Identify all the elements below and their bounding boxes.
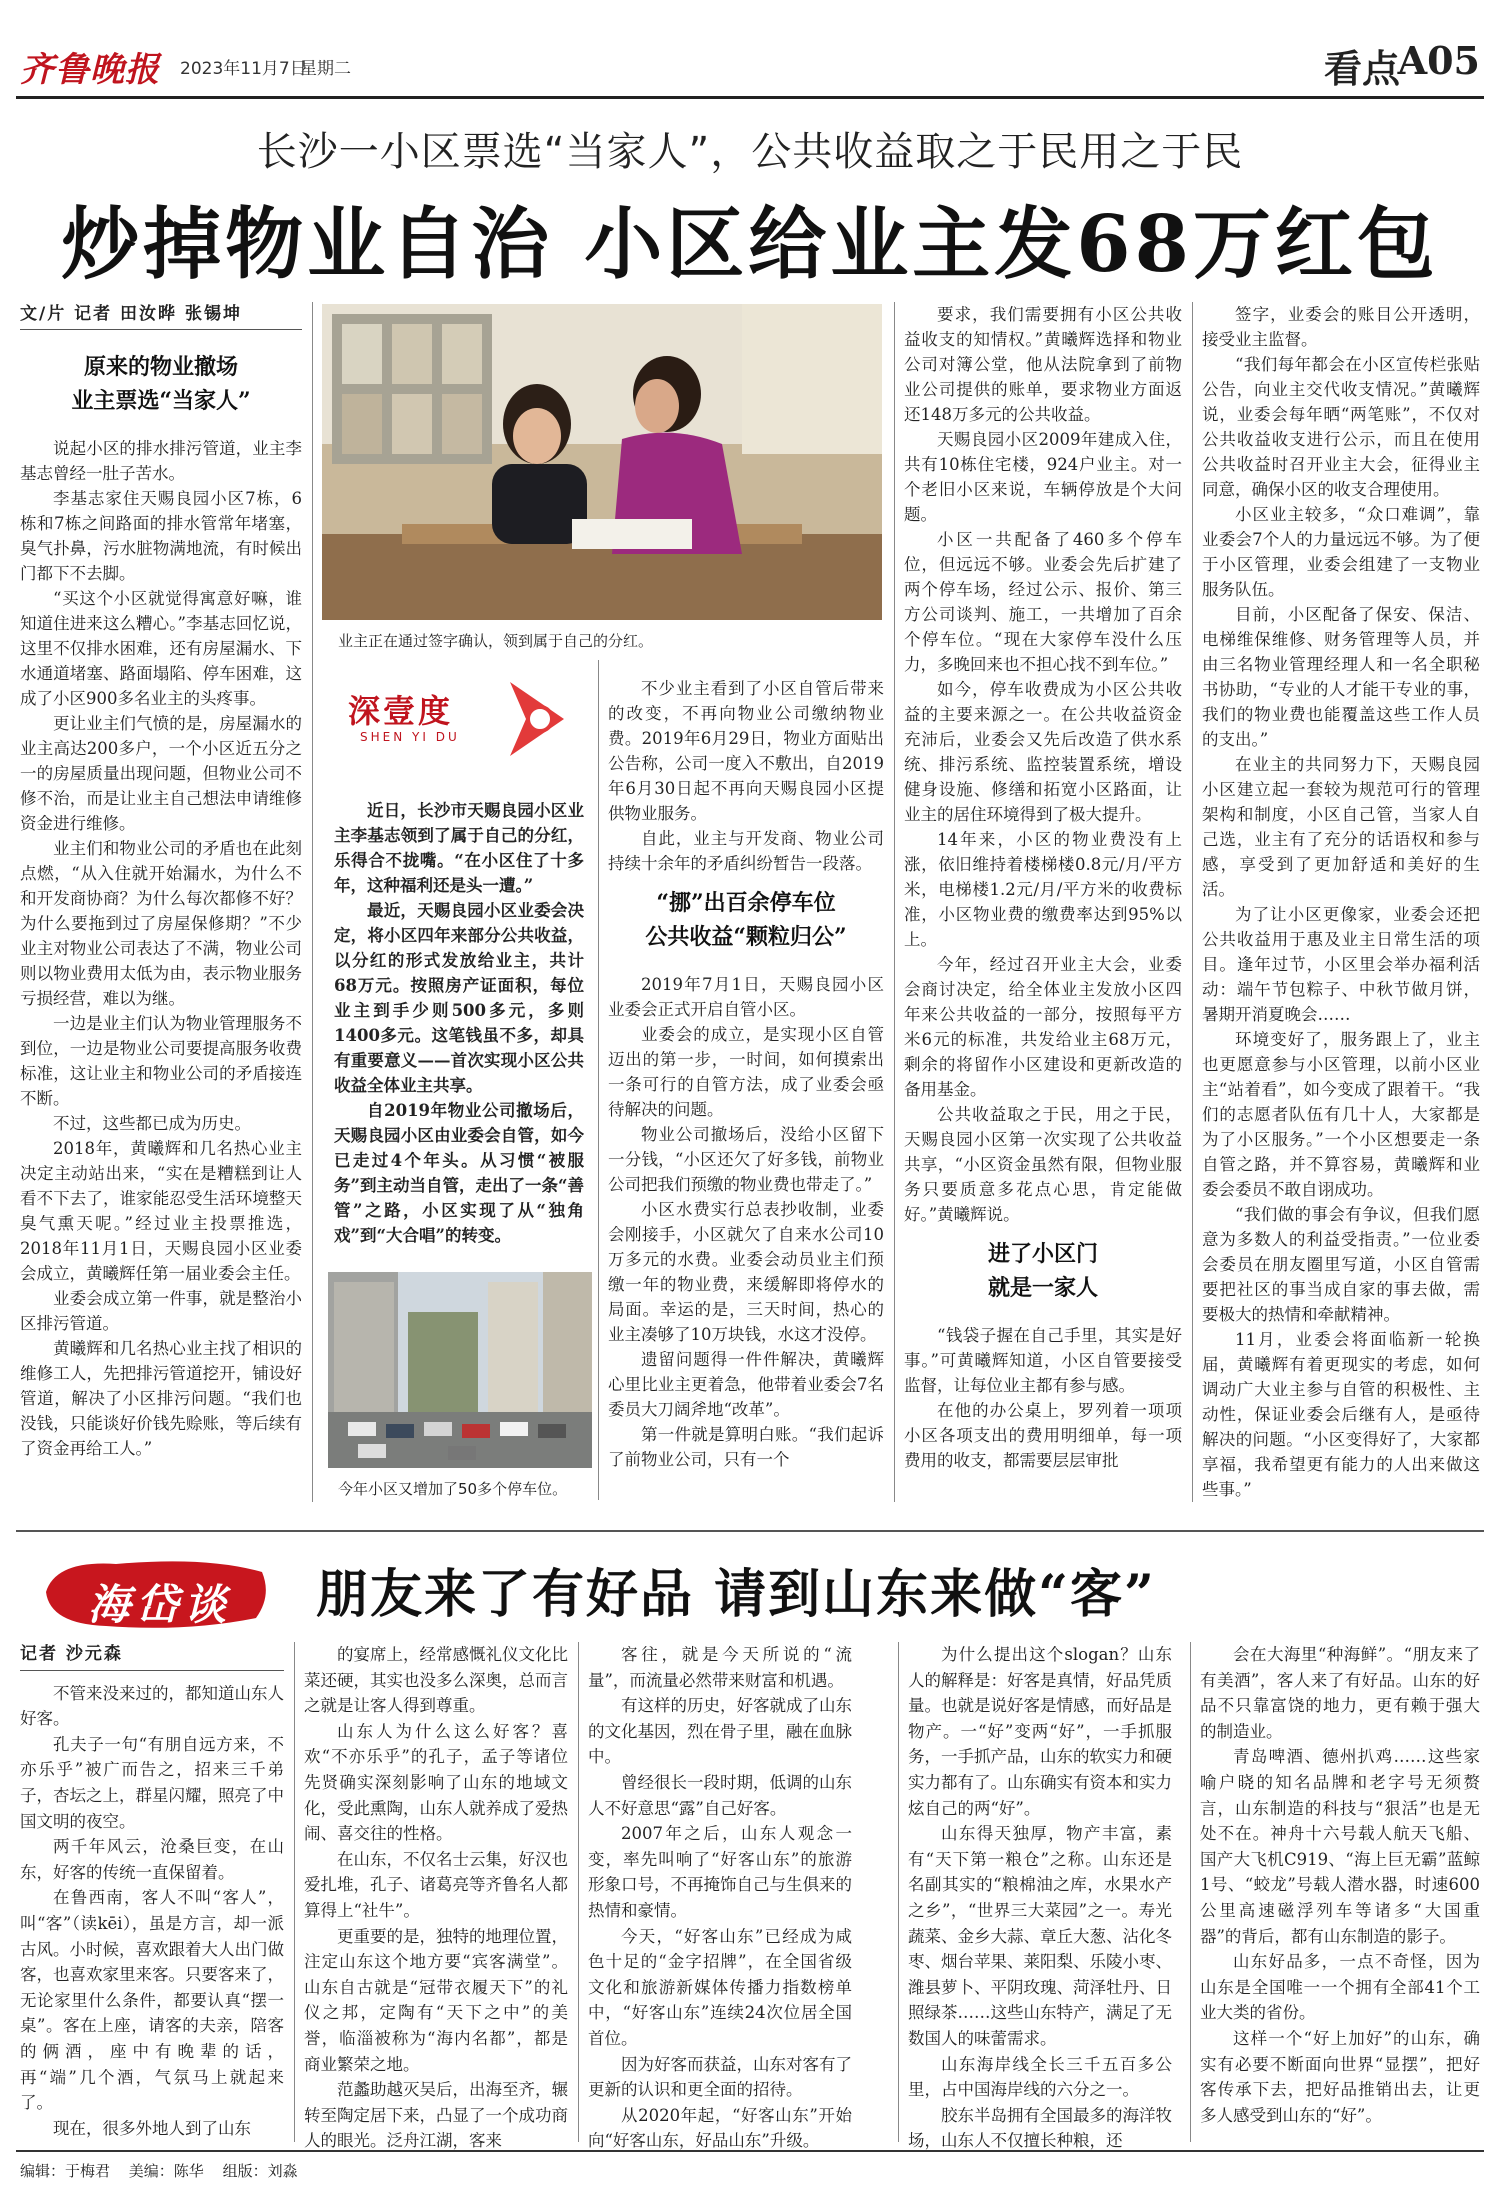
column-logo-text: 海岱谈 [88, 1580, 233, 1629]
paragraph: 更重要的是，独特的地理位置，注定山东这个地方要“宾客满堂”。山东自古就是“冠带衣履天下”的礼仪之邦，定陶有“天下之中”的美誉，临淄被称为“海内名都”，都是商业繁荣之地。 [304, 1926, 568, 2074]
paragraph: 在他的办公桌上，罗列着一项项小区各项支出的费用明细单，每一项费用的收支，都需要层层审批 [904, 1401, 1182, 1470]
footer-designer: 美编：陈华 [128, 2162, 204, 2180]
headline-main: 炒掉物业自治 小区给业主发68万红包 [61, 199, 1439, 290]
paragraph: 为了让小区更像家，业委会还把公共收益用于惠及业主日常生活的项目。逢年过节，小区里会举办福利活动：端午节包粽子、中秋节做月饼，暑期开消夏晚会…… [1202, 905, 1480, 1024]
paragraph: 为什么提出这个slogan？山东人的解释是：好客是真情，好品凭质量。也就是说好客是情感，而好品是物产。一“好”变两“好”，一手抓服务，一手抓产品，山东的软实力和硬实力都有了。山东确实有资本和实力炫自己的两“好”。 [908, 1645, 1172, 1818]
photo-signing-image [322, 304, 882, 620]
column-divider [598, 660, 599, 1500]
photo-signing [322, 304, 882, 620]
paragraph: 胶东半岛拥有全国最多的海洋牧场，山东人不仅擅长种粮，还 [908, 2105, 1172, 2151]
logo-text: 深壹度 [348, 692, 454, 730]
column-logo [36, 1552, 276, 1636]
paragraph: 遗留问题得一件件解决，黄曦辉心里比业主更着急，他带着业委会7名委员大刀阔斧地“改革”。 [608, 1350, 884, 1419]
bottom-column-3 [588, 1642, 852, 2154]
paragraph: 第一件就是算明白账。“我们起诉了前物业公司，只有一个 [608, 1425, 884, 1469]
paragraph: 范蠡助越灭吴后，出海至齐，辗转至陶定居下来，凸显了一个成功商人的眼光。泛舟江湖，客来 [304, 2080, 568, 2151]
paragraph: 山东得天独厚，物产丰富，素有“天下第一粮仓”之称。山东还是名副其实的“粮棉油之库，水果水产之乡”，“世界三大菜园”之一。寿光蔬菜、金乡大蒜、章丘大葱、沾化冬枣、烟台苹果、莱阳梨、乐陵小枣、潍县萝卜、平阴玫瑰、菏泽牡丹、日照绿茶……这些山东特产，满足了无数国人的味蕾需求。 [908, 1824, 1172, 2048]
paragraph: 目前，小区配备了保安、保洁、电梯维保维修、财务管理等人员，并由三名物业管理经理人和一名全职秘书协助，“专业的人才能干专业的事，我们的物业费也能覆盖这些工作人员的支出。” [1202, 605, 1480, 749]
paragraph: 自2019年物业公司撤场后，天赐良园小区由业委会自管，如今已走过4个年头。从习惯“被服务”到主动当自管，走出了一条“善管”之路，小区实现了从“独角戏”到“大合唱”的转变。 [334, 1101, 584, 1245]
page-number: A05 [1397, 38, 1480, 83]
bottom-column-2 [304, 1642, 568, 2154]
section-title-2: “挪”出百余停车位 公共收益“颗粒归公” [645, 890, 847, 950]
paragraph: 山东好品多，一点不奇怪，因为山东是全国唯一一个拥有全部41个工业大类的省份。 [1200, 1952, 1480, 2023]
paragraph: 业委会的成立，是实现小区自管迈出的第一步，一时间，如何摸索出一条可行的自管方法，成了业委会亟待解决的问题。 [608, 1025, 884, 1119]
paragraph: “我们每年都会在小区宣传栏张贴公告，向业主交代收支情况。”黄曦辉说，业委会每年晒“两笔账”，不仅对公共收益收支进行公示，而且在使用公共收益时召开业主大会，征得业主同意，确保小区的收支合理使用。 [1202, 355, 1480, 499]
paragraph: 业委会成立第一件事，就是整治小区排污管道。 [20, 1289, 302, 1333]
paragraph: 现在，很多外地人到了山东 [53, 2118, 251, 2138]
paragraph: 最近，天赐良园小区业委会决定，将小区四年来部分公共收益，以分红的形式发放给业主，共计68万元。按照房产证面积，每位业主到手少则500多元，多则1400多元。这笔钱虽不多，却具有重要意义——首次实现小区公共收益全体业主共享。 [334, 901, 584, 1095]
paragraph: 曾经很长一段时期，低调的山东人不好意思“露”自己好客。 [588, 1772, 852, 1818]
paragraph: 小区业主较多，“众口难调”，靠业委会7个人的力量远远不够。为了便于小区管理，业委会组建了一支物业服务队伍。 [1202, 505, 1480, 599]
photo-parking [328, 1272, 592, 1468]
issue-weekday: 星期二 [300, 59, 351, 79]
paragraph: 不管来没来过的，都知道山东人好客。 [20, 1683, 284, 1729]
paragraph: 这样一个“好上加好”的山东，确实有必要不断面向世界“显摆”，把好客传承下去，把好品推销出去，让更多人感受到山东的“好”。 [1200, 2028, 1480, 2125]
paragraph: 一边是业主们认为物业管理服务不到位，一边是物业公司要提高服务收费标准，这让业主和物业公司的矛盾接连不断。 [20, 1014, 302, 1108]
footer-rule [16, 2150, 1484, 2152]
paragraph: 有这样的历史，好客就成了山东的文化基因，烈在骨子里，融在血脉中。 [588, 1696, 852, 1767]
column-1-text [20, 436, 302, 1461]
section-title-3: 进了小区门 就是一家人 [987, 1241, 1098, 1301]
footer-editor: 编辑：于梅君 [20, 2162, 111, 2180]
article-column-2 [334, 798, 584, 1248]
paragraph: 近日，长沙市天赐良园小区业主李基志领到了属于自己的分红，乐得合不拢嘴。“在小区住了十多年，这种福利还是头一遭。” [334, 801, 584, 895]
paragraph: 不过，这些都已成为历史。 [53, 1114, 251, 1133]
bottom-column-1 [20, 1642, 284, 2141]
bottom-headline: 朋友来了有好品 请到山东来做“客” [316, 1564, 1156, 1625]
photo-parking-image [328, 1272, 592, 1468]
paragraph: 今天，“好客山东”已经成为咸色十足的“金字招牌”，在全国省级文化和旅游新媒体传播力指数榜单中，“好客山东”连续24次位居全国首位。 [588, 1926, 852, 2048]
section-title-1: 原来的物业撤场 业主票选“当家人” [71, 354, 251, 414]
column-divider [312, 302, 313, 1502]
paragraph: 黄曦辉和几名热心业主找了相识的维修工人，先把排污管道挖开，铺设好管道，解决了小区排污问题。“我们也没钱，只能谈好价钱先赊账，等后续有了资金再给工人。” [20, 1339, 302, 1458]
footer-credits [20, 2160, 312, 2181]
column-divider [294, 1642, 295, 2142]
paragraph: 物业公司撤场后，没给小区留下一分钱，“小区还欠了好多钱，前物业公司把我们预缴的物业费也带走了。” [608, 1125, 884, 1194]
newspaper-logo: 齐鲁晚报 [20, 50, 160, 90]
paragraph: 11月，业委会将面临新一轮换届，黄曦辉有着更现实的考虑，如何调动广大业主参与自管的积极性、主动性，保证业委会后继有人，是亟待解决的问题。“小区变得好了，大家都享福，我希望更有能力的人出来做这些事。” [1202, 1330, 1480, 1499]
column-divider [578, 1642, 579, 2142]
column-divider [898, 1642, 899, 2142]
shen-yi-du-logo [340, 676, 570, 762]
paragraph: 山东人为什么这么好客？喜欢“不亦乐乎”的孔子，孟子等诸位先贤确实深刻影响了山东的地域文化，受此熏陶，山东人就养成了爱热闹、喜交往的性格。 [304, 1721, 568, 1844]
paragraph: 因为好客而获益，山东对客有了更新的认识和更全面的招待。 [588, 2054, 852, 2100]
byline: 文/片 记者 田汝晔 张锡坤 [20, 302, 302, 330]
paragraph: 李基志家住天赐良园小区7栋，6栋和7栋之间路面的排水管常年堵塞，臭气扑鼻，污水脏物满地流，有时候出门都下不去脚。 [20, 489, 302, 583]
paragraph: 青岛啤酒、德州扒鸡……这些家喻户晓的知名品牌和老字号无须赘言，山东制造的科技与“狠活”也是无处不在。神舟十六号载人航天飞船、国产大飞机C919、“海上巨无霸”蓝鲸1号、“蛟龙”号载人潜水器，时速600公里高速磁浮列车等诸多“大国重器”的背后，都有山东制造的影子。 [1200, 1747, 1480, 1946]
paragraph: 说起小区的排水排污管道，业主李基志曾经一肚子苦水。 [20, 439, 302, 483]
column-divider [894, 302, 895, 1502]
paragraph: “我们做的事会有争议，但我们愿意为多数人的利益受指责。”一位业委会委员在朋友圈里写道，小区自管需要把社区的事当成自家的事去做，需要极大的热情和牵献精神。 [1202, 1205, 1480, 1324]
bottom-column-5 [1200, 1642, 1480, 2128]
paragraph: 环境变好了，服务跟上了，业主也更愿意参与小区管理，以前小区业主“站着看”，如今变成了跟着干。“我们的志愿者队伍有几十人，大家都是为了小区服务。”一个小区想要走一条自管之路，并不算容易，黄曦辉和业委会委员不敢自诩成功。 [1202, 1030, 1480, 1199]
article-column-4 [904, 302, 1182, 1473]
paragraph: 的宴席上，经常感慨礼仪文化比菜还硬，其实也没多么深奥，总而言之就是让客人得到尊重。 [304, 1645, 568, 1716]
paragraph: 不少业主看到了小区自管后带来的改变，不再向物业公司缴纳物业费。2019年6月29日，物业方面贴出公告称，公司一度入不敷出，自2019年6月30日起不再向天赐良园小区提供物业服务。 [608, 679, 884, 823]
column-divider [1192, 302, 1193, 1502]
paragraph: 2007年之后，山东人观念一变，率先叫响了“好客山东”的旅游形象口号，不再掩饰自己与生俱来的热情和豪情。 [588, 1824, 852, 1920]
photo-parking-caption: 今年小区又增加了50多个停车位。 [338, 1480, 568, 1498]
bottom-story-rule [16, 1530, 1484, 1532]
paragraph: 山东海岸线全长三千五百多公里，占中国海岸线的六分之一。 [908, 2054, 1172, 2100]
logo-subtext: SHEN YI DU [360, 730, 460, 744]
paragraph: 两千年风云，沧桑巨变，在山东，好客的传统一直保留着。 [20, 1837, 284, 1882]
article-column-1 [20, 302, 302, 1461]
paragraph: 小区一共配备了460多个停车位，但远远不够。业委会先后扩建了两个停车场，经过公示、报价、第三方公司谈判、施工，一共增加了百余个停车位。“现在大家停车没什么压力，多晚回来也不担心找不到车位。” [904, 530, 1182, 674]
paragraph: 公共收益取之于民，用之于民，天赐良园小区第一次实现了公共收益共享，“小区资金虽然有限，但物业服务只要质意多花点心思，肯定能做好。”黄曦辉说。 [904, 1105, 1182, 1224]
paragraph: 天赐良园小区2009年建成入住，共有10栋住宅楼，924户业主。对一个老旧小区来说，车辆停放是个大问题。 [904, 430, 1182, 524]
paragraph: 今年，经过召开业主大会，业委会商讨决定，给全体业主发放小区四年来公共收益的一部分，按照每平方米6元的标准，共发给业主68万元，剩余的将留作小区建设和更新改造的备用基金。 [904, 955, 1182, 1099]
bottom-byline: 记者 沙元森 [20, 1642, 284, 1671]
paragraph: 在山东，不仅名士云集，好汉也爱扎堆，孔子、诸葛亮等齐鲁名人都算得上“社牛”。 [304, 1849, 568, 1920]
bottom-column-4 [908, 1642, 1172, 2154]
paragraph: 业主们和物业公司的矛盾也在此刻点燃，“从入住就开始漏水，为什么不和开发商协商？为什么每次都修不好？为什么要拖到过了房屋保修期？”不少业主对物业公司表达了不满，物业公司则以物业费用太低为由，表示物业服务亏损经营，难以为继。 [20, 839, 302, 1008]
paragraph: 从2020年起，“好客山东”开始向“好客山东，好品山东”升级。 [588, 2105, 852, 2151]
paragraph: 小区水费实行总表抄收制，业委会刚接手，小区就欠了自来水公司10万多元的水费。业委会动员业主们预缴一年的物业费，来缓解即将停水的局面。幸运的是，三天时间，热心的业主凑够了10万块钱，水这才没停。 [608, 1200, 884, 1344]
paragraph: 客往，就是今天所说的“流量”，而流量必然带来财富和机遇。 [588, 1645, 852, 1690]
paragraph: 在业主的共同努力下，天赐良园小区建立起一套较为规范可行的管理架构和制度，小区自己管，当家人自己选，业主有了充分的话语权和参与感，享受到了更加舒适和美好的生活。 [1202, 755, 1480, 899]
column-divider [1190, 1642, 1191, 2142]
article-column-5 [1202, 302, 1480, 1502]
article-column-3 [608, 676, 884, 1472]
paragraph: 如今，停车收费成为小区公共收益的主要来源之一。在公共收益资金充沛后，业委会又先后改造了供水系统、排污系统、监控装置系统，增设健身设施、修缮和拓宽小区路面，让业主的居住环境得到了极大提升。 [904, 680, 1182, 824]
paragraph: 2019年7月1日，天赐良园小区业委会正式开启自管小区。 [608, 975, 884, 1019]
paragraph: 会在大海里“种海鲜”。“朋友来了有美酒”，客人来了有好品。山东的好品不只靠富饶的地力，更有赖于强大的制造业。 [1200, 1645, 1480, 1741]
masthead [0, 0, 1500, 112]
issue-date: 2023年11月7日 [180, 59, 307, 79]
paragraph: “钱袋子握在自己手里，其实是好事。”可黄曦辉知道，小区自管要接受监督，让每位业主都有参与感。 [904, 1326, 1182, 1395]
paragraph: 孔夫子一句“有朋自远方来，不亦乐乎”被广而告之，招来三千弟子，杏坛之上，群星闪耀，照亮了中国文明的夜空。 [20, 1734, 284, 1831]
paragraph: 更让业主们气愤的是，房屋漏水的业主高达200多户，一个小区近五分之一的房屋质量出现问题，但物业公司不修不治，而是让业主自己想法申请维修资金进行维修。 [20, 714, 302, 833]
section-name: 看点 [1323, 46, 1400, 91]
paragraph: “买这个小区就觉得寓意好嘛，谁知道住进来这么糟心。”李基志回忆说，这里不仅排水困难，还有房屋漏水、下水通道堵塞、路面塌陷、停车困难，这成了小区900多名业主的头疼事。 [20, 589, 302, 708]
masthead-rule [16, 96, 1484, 99]
paragraph: 14年来，小区的物业费没有上涨，依旧维持着楼梯楼0.8元/月/平方米，电梯楼1.2元/月/平方米的收费标准，小区物业费的缴费率达到95%以上。 [904, 830, 1182, 949]
photo-signing-caption: 业主正在通过签字确认，领到属于自己的分红。 [338, 632, 654, 650]
paragraph: 2018年，黄曦辉和几名热心业主决定主动站出来，“实在是糟糕到让人看不下去了，谁家能忍受生活环境整天臭气熏天呢。”经过业主投票推选，2018年11月1日，天赐良园小区业委会成立，黄曦辉任第一届业委会主任。 [20, 1139, 302, 1283]
paragraph: 在鲁西南，客人不叫“客人”，叫“客”（读kēi），虽是方言，却一派古风。小时候，喜欢跟着大人出门做客，也喜欢家里来客。只要客来了，无论家里什么条件，都要认真“摆一桌”。客在上座，请客的夫亲，陪客的俩酒，座中有晚辈的话，再“端”几个酒，气氛马上就起来了。 [20, 1888, 284, 2113]
paragraph: 签字，业委会的账目公开透明，接受业主监督。 [1202, 305, 1480, 349]
footer-layout: 组版：刘淼 [222, 2162, 298, 2180]
headline-sub: 长沙一小区票选“当家人”，公共收益取之于民用之于民 [256, 129, 1244, 175]
paragraph: 要求，我们需要拥有小区公共收益收支的知情权。”黄曦辉选择和物业公司对簿公堂，他从法院拿到了前物业公司提供的账单，要求物业方面返还148万多元的公共收益。 [904, 305, 1182, 424]
paragraph: 自此，业主与开发商、物业公司持续十余年的矛盾纠纷暂告一段落。 [608, 829, 884, 873]
